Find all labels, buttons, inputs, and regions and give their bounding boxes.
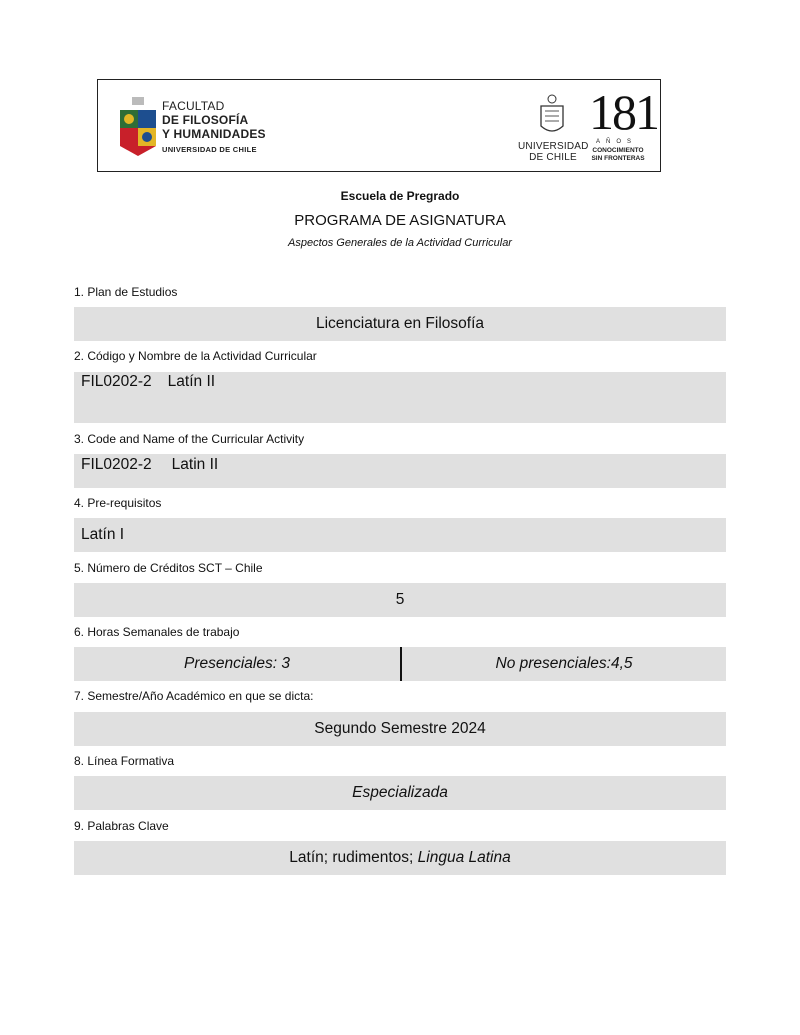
semestre-label: 7. Semestre/Año Académico en que se dicta:: [74, 689, 314, 703]
code-en-field: [74, 454, 726, 488]
horas-presenciales: Presenciales: 3: [184, 655, 290, 672]
header-logos: [97, 79, 661, 172]
prereq-label: 4. Pre-requisitos: [74, 496, 162, 510]
horas-label: 6. Horas Semanales de trabajo: [74, 625, 240, 639]
semestre-field: [74, 712, 726, 746]
palabras-field: [74, 841, 726, 875]
anniversary-number: 181: [589, 84, 658, 140]
codigo-label: 2. Código y Nombre de la Actividad Curricular: [74, 349, 317, 363]
faculty-line-2: DE FILOSOFÍA: [162, 113, 249, 127]
creditos-label: 5. Número de Créditos SCT – Chile: [74, 561, 263, 575]
university-crest-icon: [538, 94, 566, 138]
program-subtitle: Aspectos Generales de la Actividad Curricular: [288, 237, 512, 249]
university-line-2: DE CHILE: [529, 152, 577, 163]
program-title: PROGRAMA DE ASIGNATURA: [294, 212, 506, 229]
linea-field: [74, 776, 726, 810]
code-en-name: Latin II: [171, 456, 219, 473]
plan-value: Licenciatura en Filosofía: [315, 315, 484, 332]
horas-no-presenciales: No presenciales:4,5: [495, 655, 633, 672]
university-line-1: UNIVERSIDAD: [518, 141, 589, 152]
codigo-field: [74, 372, 726, 423]
faculty-line-3: Y HUMANIDADES: [162, 127, 266, 141]
faculty-line-1: FACULTAD: [162, 99, 225, 113]
creditos-value: 5: [395, 591, 405, 608]
school-title: Escuela de Pregrado: [340, 189, 460, 203]
palabras-value-plain: Latín; rudimentos;: [289, 849, 418, 866]
linea-value: Especializada: [352, 784, 448, 801]
code-en-code: FIL0202-2: [81, 456, 152, 473]
plan-field: [74, 307, 726, 341]
horas-field: [74, 647, 726, 681]
semestre-value: Segundo Semestre 2024: [314, 720, 486, 737]
codigo-code: FIL0202-2: [81, 373, 152, 390]
university-name: [518, 141, 588, 163]
plan-label: 1. Plan de Estudios: [74, 285, 178, 299]
faculty-line-4: UNIVERSIDAD DE CHILE: [162, 145, 257, 154]
creditos-field: [74, 583, 726, 617]
anniversary-years: AÑOS: [596, 139, 638, 145]
palabras-label: 9. Palabras Clave: [74, 819, 169, 833]
prereq-value: Latín I: [81, 526, 125, 543]
palabras-value-italic: Lingua Latina: [417, 849, 511, 866]
faculty-shield-icon: [118, 96, 158, 158]
motto: [589, 147, 647, 163]
prereq-field: [74, 518, 726, 552]
linea-label: 8. Línea Formativa: [74, 754, 175, 768]
codigo-name: Latín II: [167, 373, 216, 390]
faculty-name: [162, 99, 266, 157]
motto-line-1: CONOCIMIENTO: [592, 147, 644, 154]
code-en-label: 3. Code and Name of the Curricular Activity: [74, 432, 305, 446]
motto-line-2: SIN FRONTERAS: [591, 155, 645, 162]
